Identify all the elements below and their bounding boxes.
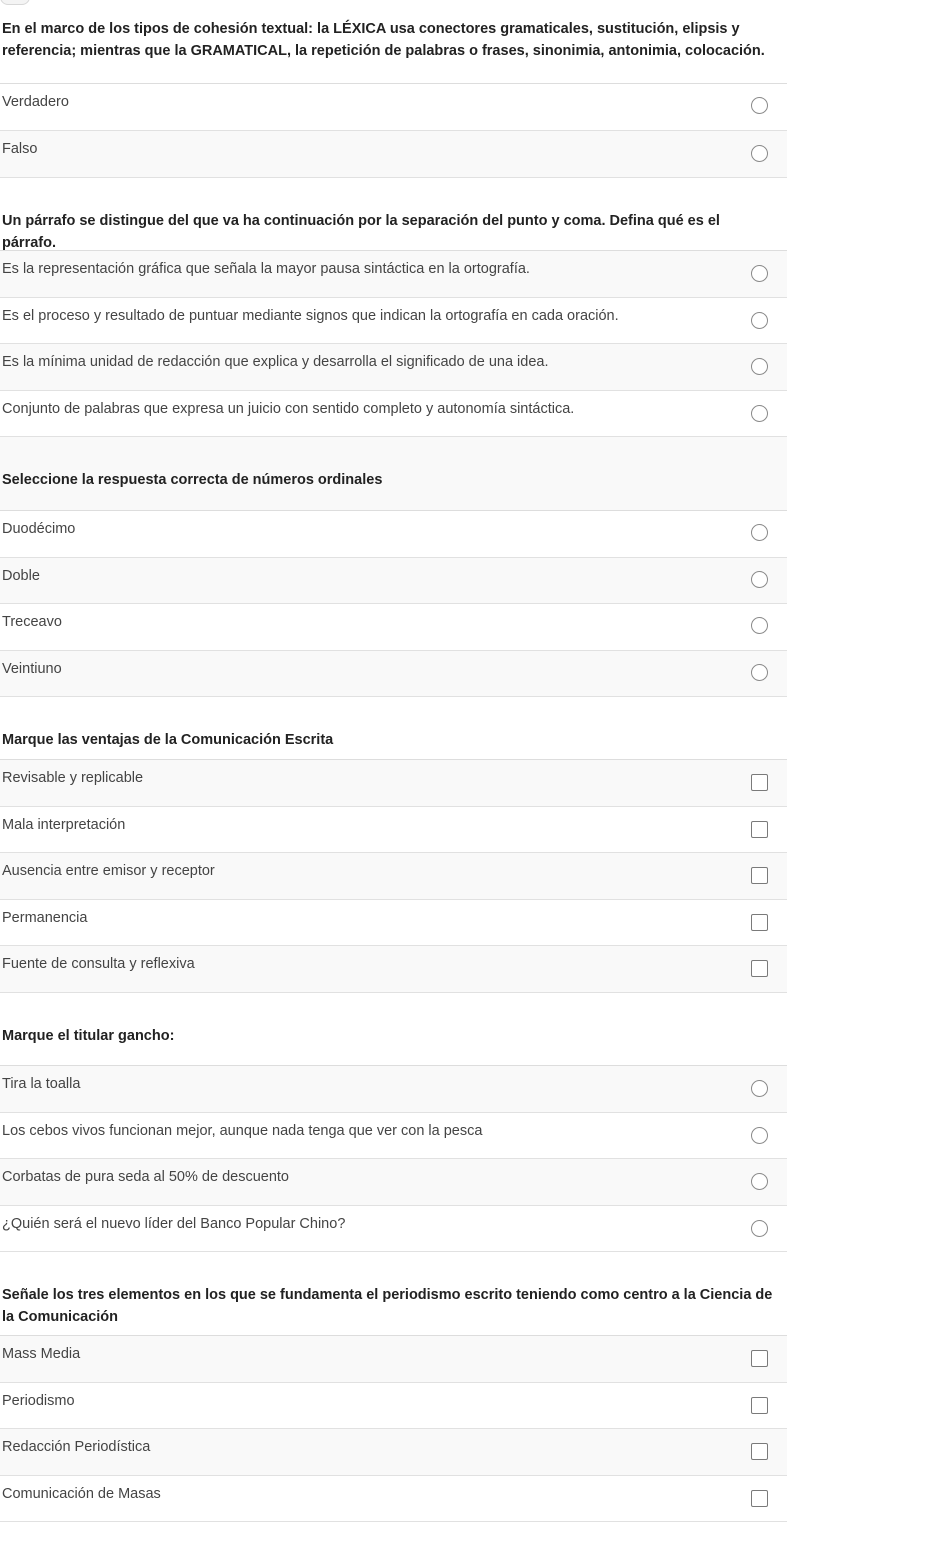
radio-button[interactable] [751, 617, 768, 634]
question-1 [0, 1, 787, 178]
radio-button[interactable] [751, 664, 768, 681]
checkbox[interactable] [751, 774, 768, 791]
radio-button[interactable] [751, 1173, 768, 1190]
radio-button[interactable] [751, 1127, 768, 1144]
option-label: Es la mínima unidad de redacción que explica y desarrolla el significado de una idea. [2, 354, 549, 370]
radio-button[interactable] [751, 145, 768, 162]
option-treceavo[interactable] [0, 604, 787, 651]
question-title: Un párrafo se distingue del que va ha continuación por la separación del punto y coma. Defina qué es el párrafo. [0, 178, 787, 251]
option-label: ¿Quién será el nuevo líder del Banco Popular Chino? [2, 1216, 346, 1232]
radio-button[interactable] [751, 1080, 768, 1097]
option-cebos-vivos[interactable] [0, 1113, 787, 1159]
option-conjunto-palabras[interactable] [0, 391, 787, 437]
option-permanencia[interactable] [0, 900, 787, 946]
radio-button[interactable] [751, 1220, 768, 1237]
option-minima-unidad[interactable] [0, 344, 787, 391]
option-tira-la-toalla[interactable] [0, 1066, 787, 1113]
question-title: Señale los tres elementos en los que se fundamenta el periodismo escrito teniendo como centro a la Ciencia de la Comunicación [0, 1252, 787, 1336]
option-label: Falso [2, 141, 38, 157]
option-verdadero[interactable] [0, 84, 787, 131]
checkbox[interactable] [751, 914, 768, 931]
option-mass-media[interactable] [0, 1336, 787, 1383]
option-label: Revisable y replicable [2, 770, 144, 786]
option-label: Fuente de consulta y reflexiva [2, 956, 195, 972]
option-ausencia[interactable] [0, 853, 787, 900]
radio-button[interactable] [751, 571, 768, 588]
option-duodecimo[interactable] [0, 511, 787, 558]
option-label: Es el proceso y resultado de puntuar mediante signos que indican la ortografía en cada oración. [2, 308, 619, 324]
option-redaccion-periodistica[interactable] [0, 1429, 787, 1476]
radio-button[interactable] [751, 312, 768, 329]
question-title: Marque las ventajas de la Comunicación Escrita [0, 697, 787, 760]
option-corbatas[interactable] [0, 1159, 787, 1206]
option-falso[interactable] [0, 131, 787, 178]
question-title: Marque el titular gancho: [0, 993, 787, 1066]
option-label: Corbatas de pura seda al 50% de descuento [2, 1169, 289, 1185]
question-2 [0, 178, 787, 437]
option-label: Conjunto de palabras que expresa un juicio con sentido completo y autonomía sintáctica. [2, 401, 575, 417]
option-label: Doble [2, 568, 40, 584]
option-veintiuno[interactable] [0, 651, 787, 697]
option-label: Tira la toalla [2, 1076, 81, 1092]
option-label: Mass Media [2, 1346, 81, 1362]
radio-button[interactable] [751, 97, 768, 114]
option-label: Ausencia entre emisor y receptor [2, 863, 215, 879]
radio-button[interactable] [751, 265, 768, 282]
option-representacion-grafica[interactable] [0, 251, 787, 298]
question-4 [0, 697, 787, 993]
option-label: Redacción Periodística [2, 1439, 151, 1455]
checkbox[interactable] [751, 1397, 768, 1414]
option-label: Treceavo [2, 614, 62, 630]
option-label: Duodécimo [2, 521, 76, 537]
question-title: Seleccione la respuesta correcta de números ordinales [0, 437, 787, 511]
option-doble[interactable] [0, 558, 787, 604]
option-label: Permanencia [2, 910, 88, 926]
option-revisable[interactable] [0, 760, 787, 807]
checkbox[interactable] [751, 1490, 768, 1507]
checkbox[interactable] [751, 1350, 768, 1367]
option-mala-interpretacion[interactable] [0, 807, 787, 853]
option-proceso-puntuar[interactable] [0, 298, 787, 344]
option-label: Veintiuno [2, 661, 62, 677]
option-label: Los cebos vivos funcionan mejor, aunque nada tenga que ver con la pesca [2, 1123, 483, 1139]
radio-button[interactable] [751, 524, 768, 541]
question-3 [0, 437, 787, 697]
option-label: Es la representación gráfica que señala la mayor pausa sintáctica en la ortografía. [2, 261, 530, 277]
radio-button[interactable] [751, 358, 768, 375]
option-comunicacion-masas[interactable] [0, 1476, 787, 1522]
option-label: Periodismo [2, 1393, 75, 1409]
option-label: Comunicación de Masas [2, 1486, 161, 1502]
option-label: Verdadero [2, 94, 69, 110]
checkbox[interactable] [751, 821, 768, 838]
radio-button[interactable] [751, 405, 768, 422]
option-label: Mala interpretación [2, 817, 126, 833]
option-nuevo-lider[interactable] [0, 1206, 787, 1252]
question-title: En el marco de los tipos de cohesión textual: la LÉXICA usa conectores gramaticales, sustitución, elipsis y referencia; mientras que la GRAMATICAL, la repetición de palabras o frases, sinonimia, antonimia, colocación. [0, 1, 787, 84]
checkbox[interactable] [751, 960, 768, 977]
option-fuente-consulta[interactable] [0, 946, 787, 993]
option-periodismo[interactable] [0, 1383, 787, 1429]
question-5 [0, 993, 787, 1252]
question-6 [0, 1252, 787, 1522]
checkbox[interactable] [751, 1443, 768, 1460]
checkbox[interactable] [751, 867, 768, 884]
